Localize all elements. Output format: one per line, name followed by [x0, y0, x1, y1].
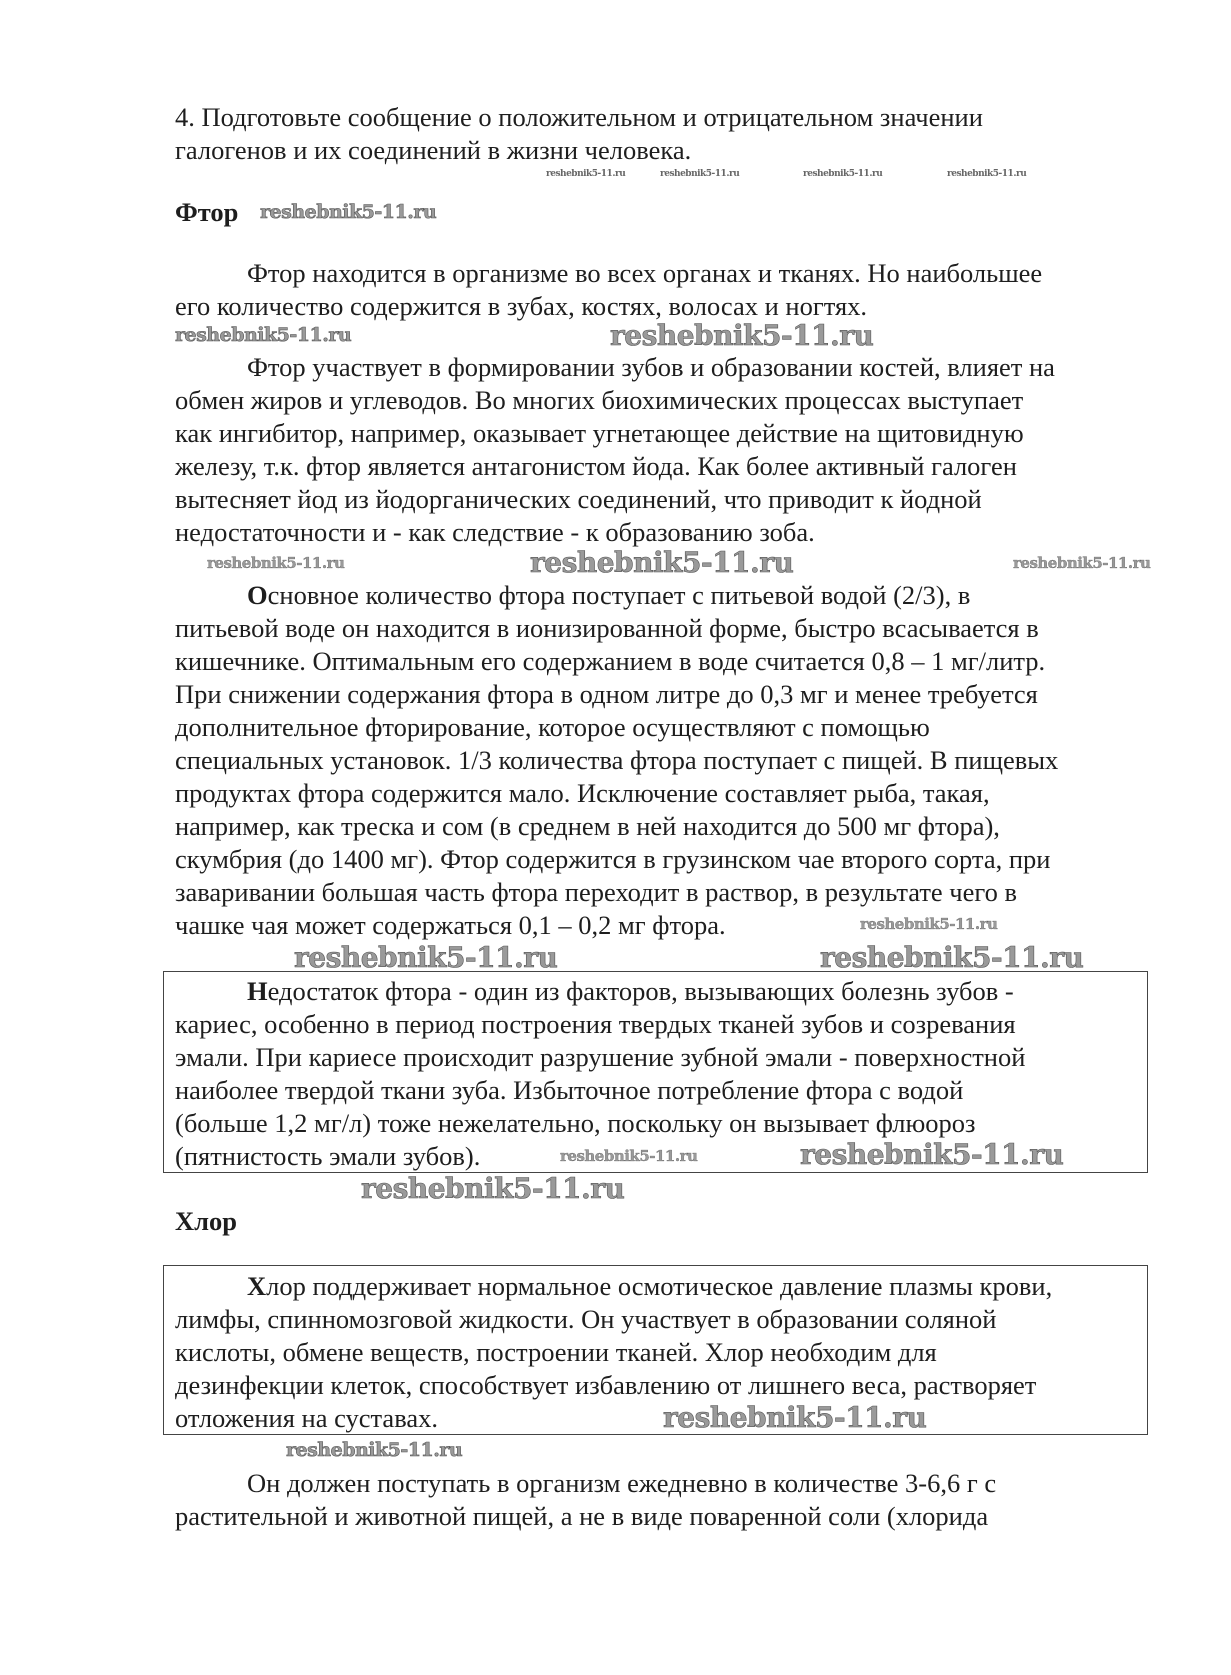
paragraph-line: Фтор находится в организме во всех органах и тканях. Но наибольшее	[247, 258, 1043, 288]
paragraph-line: кишечнике. Оптимальным его содержанием в воде считается 0,8 – 1 мг/литр.	[175, 646, 1046, 676]
paragraph-line: железу, т.к. фтор является антагонистом йода. Как более активный галоген	[175, 451, 1017, 481]
watermark: reshebnik5-11.ru	[663, 1401, 927, 1434]
paragraph-line: Он должен поступать в организм ежедневно в количестве 3-6,6 г с	[247, 1468, 997, 1498]
paragraph-line: недостаточности и - как следствие - к образованию зоба.	[175, 517, 815, 547]
watermark: reshebnik5-11.ru	[361, 1172, 625, 1205]
paragraph-line: При снижении содержания фтора в одном литре до 0,3 мг и менее требуется	[175, 679, 1038, 709]
watermark: reshebnik5-11.ru	[207, 554, 345, 572]
line-text: сновное количество фтора поступает с питьевой водой (2/3), в	[267, 580, 971, 610]
paragraph-line: скумбрия (до 1400 мг). Фтор содержится в грузинском чае второго сорта, при	[175, 844, 1051, 874]
paragraph-line: дезинфекции клеток, способствует избавлению от лишнего веса, растворяет	[175, 1370, 1037, 1400]
watermark: reshebnik5-11.ru	[800, 1138, 1064, 1171]
watermark: reshebnik5-11.ru	[546, 169, 626, 179]
paragraph-line	[247, 579, 970, 611]
paragraph-line: как ингибитор, например, оказывает угнетающее действие на щитовидную	[175, 418, 1024, 448]
paragraph-line: его количество содержится в зубах, костях, волосах и ногтях.	[175, 291, 868, 321]
paragraph-line: Фтор участвует в формировании зубов и образовании костей, влияет на	[247, 352, 1055, 382]
initial-letter: О	[247, 580, 268, 610]
paragraph-line: питьевой воде он находится в ионизированной форме, быстро всасывается в	[175, 613, 1039, 643]
paragraph-line: кислоты, обмене веществ, построении тканей. Хлор необходим для	[175, 1337, 937, 1367]
watermark: reshebnik5-11.ru	[860, 915, 998, 933]
paragraph-line: эмали. При кариесе происходит разрушение зубной эмали - поверхностной	[175, 1042, 1026, 1072]
watermark: reshebnik5-11.ru	[660, 169, 740, 179]
watermark: reshebnik5-11.ru	[286, 1439, 463, 1461]
paragraph-line	[247, 975, 1014, 1007]
line-text: едостаток фтора - один из факторов, вызывающих болезнь зубов -	[267, 976, 1014, 1006]
paragraph-line: вытесняет йод из йодорганических соединений, что приводит к йодной	[175, 484, 982, 514]
paragraph-line: продуктах фтора содержится мало. Исключение составляет рыба, такая,	[175, 778, 990, 808]
paragraph-line: чашке чая может содержаться 0,1 – 0,2 мг фтора.	[175, 910, 726, 940]
paragraph-line: наиболее твердой ткани зуба. Избыточное потребление фтора с водой	[175, 1075, 964, 1105]
paragraph-line: кариес, особенно в период построения твердых тканей зубов и созревания	[175, 1009, 1016, 1039]
task-line: 4. Подготовьте сообщение о положительном и отрицательном значении	[175, 102, 983, 132]
paragraph-line: специальных установок. 1/3 количества фтора поступает с пищей. В пищевых	[175, 745, 1059, 775]
paragraph-line: обмен жиров и углеводов. Во многих биохимических процессах выступает	[175, 385, 1024, 415]
watermark: reshebnik5-11.ru	[294, 941, 558, 974]
paragraph-line: например, как треска и сом (в среднем в ней находится до 500 мг фтора),	[175, 811, 1000, 841]
watermark: reshebnik5-11.ru	[560, 1147, 698, 1165]
watermark: reshebnik5-11.ru	[610, 319, 874, 352]
paragraph-line: отложения на суставах.	[175, 1403, 438, 1433]
task-line: галогенов и их соединений в жизни человека.	[175, 135, 692, 165]
paragraph-line	[247, 1270, 1052, 1302]
paragraph-line: (больше 1,2 мг/л) тоже нежелательно, поскольку он вызывает флюороз	[175, 1108, 976, 1138]
watermark: reshebnik5-11.ru	[947, 169, 1027, 179]
paragraph-line: дополнительное фторирование, которое осуществляют с помощью	[175, 712, 930, 742]
initial-letter: Х	[247, 1271, 267, 1301]
watermark: reshebnik5-11.ru	[820, 941, 1084, 974]
paragraph-line: заваривании большая часть фтора переходит в раствор, в результате чего в	[175, 877, 1017, 907]
paragraph-line: лимфы, спинномозговой жидкости. Он участвует в образовании соляной	[175, 1304, 997, 1334]
watermark: reshebnik5-11.ru	[1013, 554, 1151, 572]
line-text: лор поддерживает нормальное осмотическое давление плазмы крови,	[266, 1271, 1053, 1301]
initial-letter: Н	[247, 976, 268, 1006]
section-heading-chlorine: Хлор	[175, 1206, 237, 1236]
paragraph-line: (пятнистость эмали зубов).	[175, 1141, 481, 1171]
section-heading-fluorine: Фтор	[175, 197, 239, 227]
watermark: reshebnik5-11.ru	[175, 324, 352, 346]
watermark: reshebnik5-11.ru	[260, 201, 437, 223]
watermark: reshebnik5-11.ru	[803, 169, 883, 179]
watermark: reshebnik5-11.ru	[530, 546, 794, 579]
paragraph-line: растительной и животной пищей, а не в виде поваренной соли (хлорида	[175, 1501, 989, 1531]
